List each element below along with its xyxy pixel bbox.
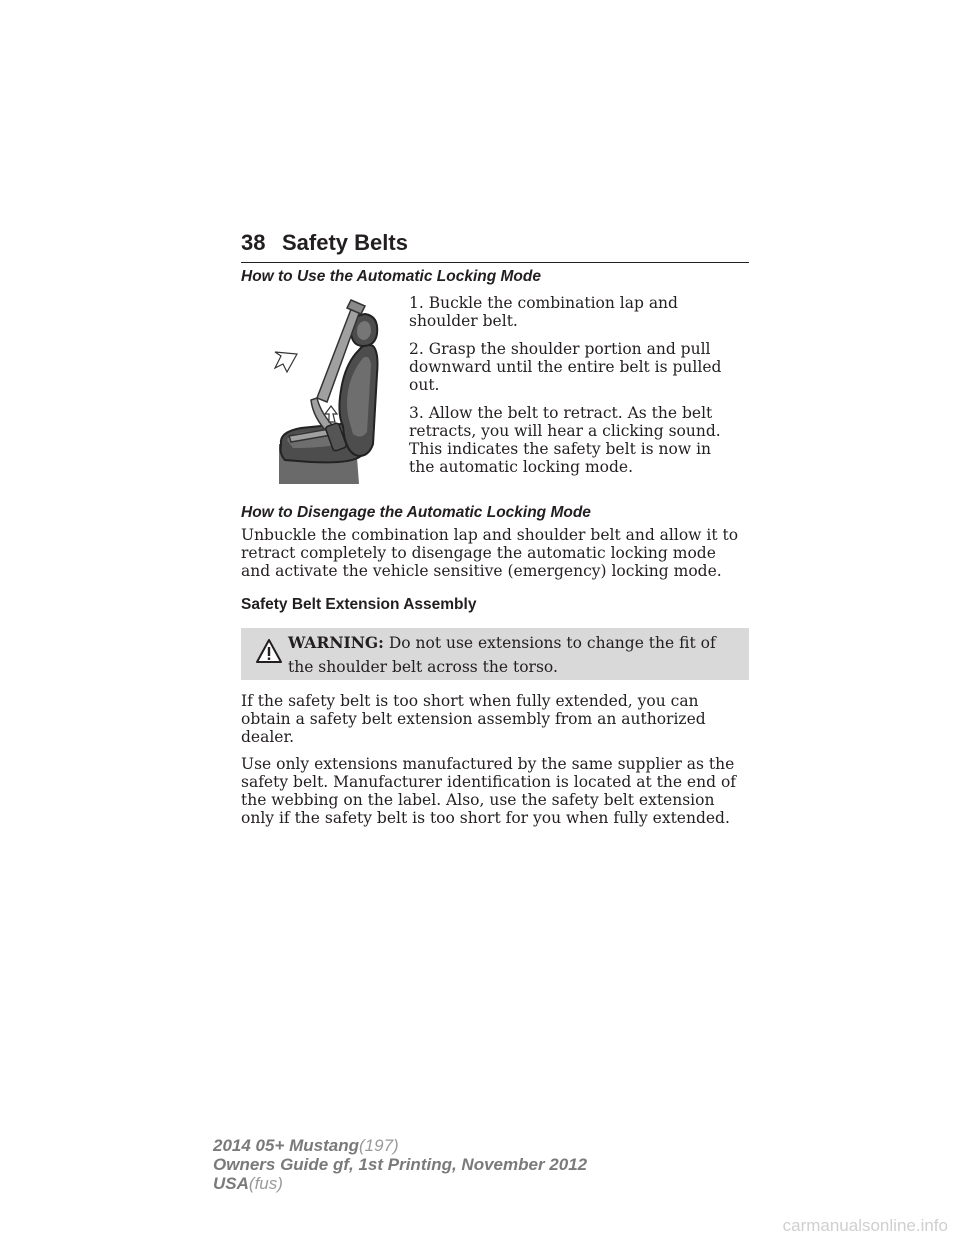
seat-belt-illustration <box>241 294 409 484</box>
warning-text <box>288 631 728 679</box>
section-heading-automatic-locking: How to Use the Automatic Locking Mode <box>241 268 541 285</box>
footer-market-code: (fus) <box>248 1174 283 1193</box>
page-content <box>241 268 749 827</box>
figure-row <box>241 294 749 486</box>
section-heading-extension: Safety Belt Extension Assembly <box>241 596 477 613</box>
warning-box <box>241 628 749 680</box>
footer-market: USA <box>213 1174 249 1193</box>
steps-list <box>409 294 729 486</box>
step-2: 2. Grasp the shoulder portion and pull downward until the entire belt is pulled out. <box>409 340 722 394</box>
extension-paragraph-2: Use only extensions manufactured by the same supplier as the safety belt. Manufacturer identification is located at the end of the webbing on the label. Also, use the safety belt extension only if the safety belt is too short for you when fully extended. <box>241 755 737 827</box>
footer-line-2 <box>213 1155 587 1174</box>
step-1: 1. Buckle the combination lap and shoulder belt. <box>409 294 678 330</box>
section-heading-disengage: How to Disengage the Automatic Locking Mode <box>241 504 591 521</box>
footer-printing: Owners Guide gf, 1st Printing, November 2012 <box>213 1155 588 1174</box>
disengage-body: Unbuckle the combination lap and shoulder belt and allow it to retract completely to disengage the automatic locking mode and activate the vehicle sensitive (emergency) locking mode. <box>241 526 739 580</box>
footer-line-3 <box>213 1174 587 1193</box>
page-header <box>241 230 749 263</box>
warning-triangle-icon <box>255 638 283 664</box>
step-3: 3. Allow the belt to retract. As the belt retracts, you will hear a clicking sound. This indicates the safety belt is now in the automatic locking mode. <box>409 404 721 476</box>
warning-label: WARNING: <box>288 633 384 652</box>
footer-model: 2014 05+ Mustang <box>213 1136 359 1155</box>
footer-line-1 <box>213 1136 587 1155</box>
page-title: Safety Belts <box>282 230 408 255</box>
watermark: carmanualsonline.info <box>782 1216 948 1235</box>
extension-paragraph-1: If the safety belt is too short when fully extended, you can obtain a safety belt extension assembly from an authorized dealer. <box>241 692 706 746</box>
document-footer <box>213 1136 587 1193</box>
warning-message: Do not use extensions to change the fit of the shoulder belt across the torso. <box>288 634 716 676</box>
footer-page-code: (197) <box>359 1136 399 1155</box>
page-number: 38 <box>241 230 266 255</box>
